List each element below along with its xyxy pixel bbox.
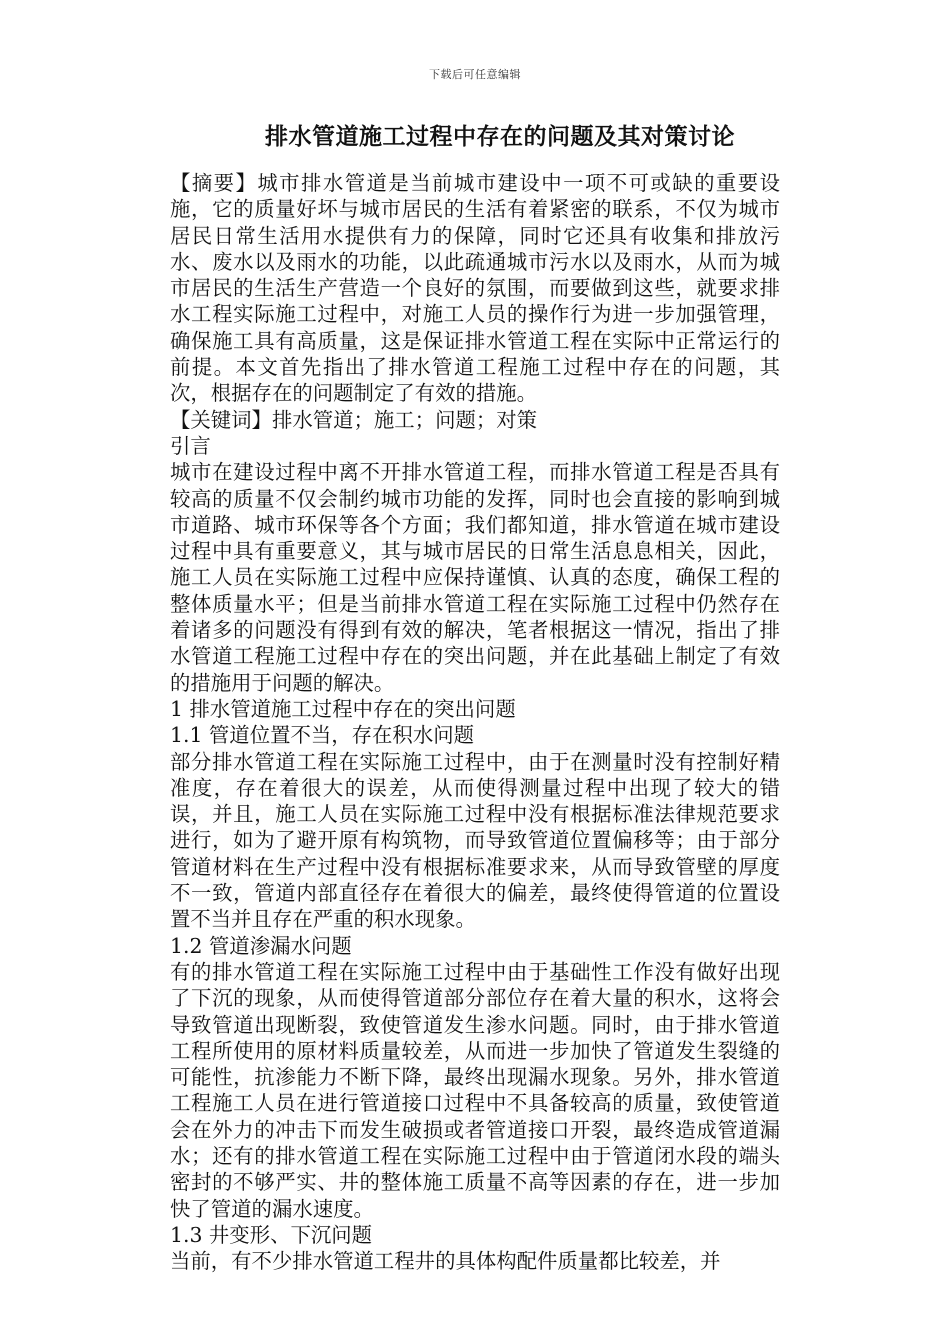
subsection-paragraph: 有的排水管道工程在实际施工过程中由于基础性工作没有做好出现了下沉的现象，从而使得管道部分部位存在着大量的积水，这将会导致管道出现断裂，致使管道发生渗水问题。同时，由于排水管道工程所使用的原材料质量较差，从而进一步加快了管道发生裂缝的可能性，抗渗能力不断下降，最终出现漏水现象。另外，排水管道工程施工人员在进行管道接口过程中不具备较高的质量，致使管道会在外力的冲击下而发生破损或者管道接口开裂，最终造成管道漏水；还有的排水管道工程在实际施工过程中由于管道闭水段的端头密封的不够严实、井的整体施工质量不高等因素的存在，进一步加快了管道的漏水速度。 [170, 959, 780, 1221]
subsection-heading: 1.1 管道位置不当，存在积水问题 [170, 723, 474, 748]
subsection-paragraph: 部分排水管道工程在实际施工过程中，由于在测量时没有控制好精准度，存在着很大的误差，从而使得测量过程中出现了较大的错误，并且，施工人员在实际施工过程中没有根据标准法律规范要求进行，如为了避开原有构筑物，而导致管道位置偏移等；由于部分管道材料在生产过程中没有根据标准要求来，从而导致管壁的厚度不一致，管道内部直径存在着很大的偏差，最终使得管道的位置设置不当并且存在严重的积水现象。 [170, 749, 780, 932]
subsection-heading: 1.2 管道渗漏水问题 [170, 933, 352, 958]
document-title: 排水管道施工过程中存在的问题及其对策讨论 [265, 123, 735, 150]
intro-paragraph: 城市在建设过程中离不开排水管道工程，而排水管道工程是否具有较高的质量不仅会制约城市功能的发挥，同时也会直接的影响到城市道路、城市环保等各个方面；我们都知道，排水管道在城市建设过程中具有重要意义，其与城市居民的日常生活息息相关，因此，施工人员在实际施工过程中应保持谨慎、认真的态度，确保工程的整体质量水平；但是当前排水管道工程在实际施工过程中仍然存在着诸多的问题没有得到有效的解决，笔者根据这一情况，指出了排水管道工程施工过程中存在的突出问题，并在此基础上制定了有效的措施用于问题的解决。 [170, 460, 780, 695]
section-heading: 1 排水管道施工过程中存在的突出问题 [170, 696, 516, 721]
document-body [170, 170, 780, 1274]
subsection-paragraph: 当前，有不少排水管道工程井的具体构配件质量都比较差，并 [170, 1249, 721, 1274]
keywords-paragraph: 【关键词】排水管道；施工；问题；对策 [170, 407, 538, 432]
subsection-heading: 1.3 井变形、下沉问题 [170, 1222, 373, 1247]
header-note: 下载后可任意编辑 [429, 68, 521, 81]
intro-heading: 引言 [170, 433, 211, 458]
abstract-paragraph: 【摘要】城市排水管道是当前城市建设中一项不可或缺的重要设施，它的质量好坏与城市居民的生活有着紧密的联系，不仅为城市居民日常生活用水提供有力的保障，同时它还具有收集和排放污水、废水以及雨水的功能，以此疏通城市污水以及雨水，从而为城市居民的生活生产营造一个良好的氛围，而要做到这些，就要求排水工程实际施工过程中，对施工人员的操作行为进一步加强管理，确保施工具有高质量，这是保证排水管道工程在实际中正常运行的前提。本文首先指出了排水管道工程施工过程中存在的问题，其次，根据存在的问题制定了有效的措施。 [170, 171, 780, 406]
